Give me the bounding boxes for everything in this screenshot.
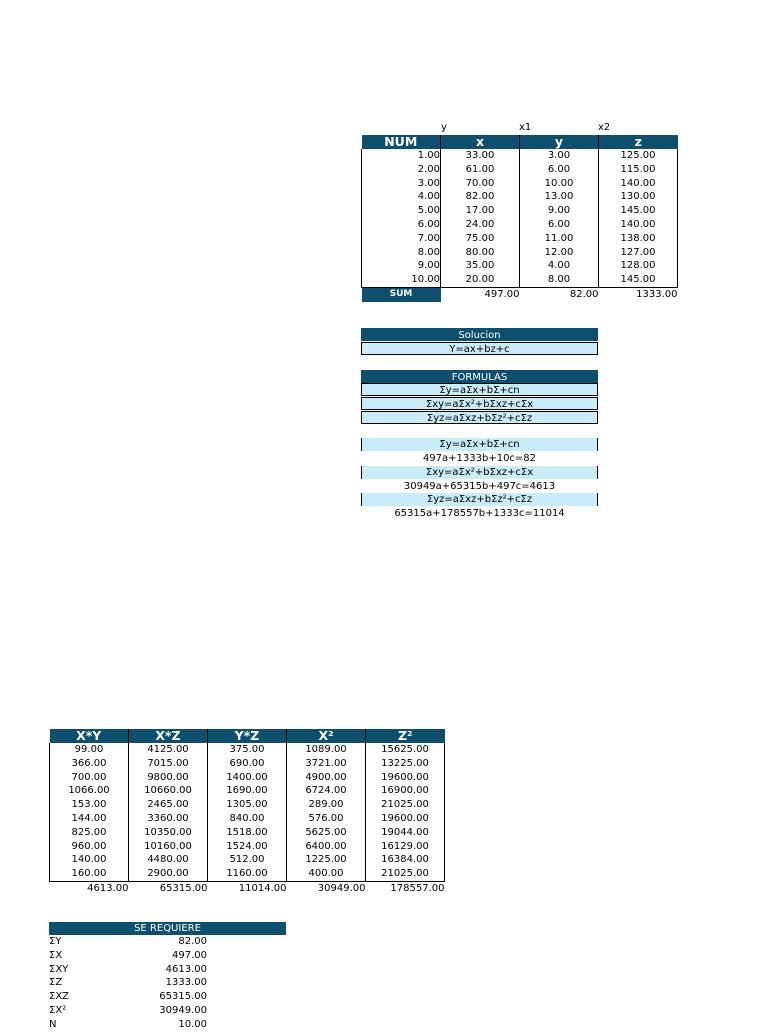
table-cell: 512.00 [208,853,287,867]
table-row [362,204,678,218]
table-cell: 1524.00 [208,840,287,854]
solucion-title: Solucion [361,328,598,341]
table-cell: 17.00 [441,204,520,218]
requiere-label: ΣXY [49,963,69,975]
system-result-2: 30949a+65315b+497c=4613 [403,481,556,492]
header-xy: X*Y [50,729,129,743]
products-sum-row [50,881,445,895]
table-cell: 80.00 [441,246,520,260]
table-cell: 10.00 [362,273,441,287]
table-row [50,743,445,757]
header-x2: X² [287,729,366,743]
header-z2: Z² [366,729,445,743]
requiere-label: ΣY [49,936,62,947]
requiere-value: 30949.00 [159,1004,207,1016]
requiere-row [49,949,207,963]
table-row [50,867,445,881]
system-result-3: 65315a+178557b+1333c=11014 [394,508,565,519]
table-cell: 127.00 [599,246,678,260]
table-cell: 1400.00 [208,771,287,785]
system-formula-2: Σxy=aΣx²+bΣxz+cΣx [361,466,598,479]
requiere-value: 65315.00 [159,991,207,1003]
solucion-equation: Y=ax+bz+c [361,342,598,355]
table-row [362,163,678,177]
formulas-title: FORMULAS [361,370,598,383]
table-cell: 33.00 [441,149,520,163]
header-x: x [441,135,520,149]
table-cell: 576.00 [287,812,366,826]
table-cell: 11.00 [520,232,599,246]
table-cell: 19600.00 [366,812,445,826]
table-cell: 140.00 [50,853,129,867]
table-cell: 8.00 [520,273,599,287]
table-cell: 6400.00 [287,840,366,854]
system-result-1: 497a+1333b+10c=82 [422,453,537,464]
table-cell: 960.00 [50,840,129,854]
products-table [49,729,445,896]
table-cell: 19600.00 [366,771,445,785]
table-cell: 61.00 [441,163,520,177]
table-row [362,259,678,273]
table-cell: 16384.00 [366,853,445,867]
table-cell: 4125.00 [129,743,208,757]
table-row [362,190,678,204]
table-cell: 1518.00 [208,826,287,840]
data-table-header-row [362,135,678,149]
table-cell: 5625.00 [287,826,366,840]
requiere-value: 497.00 [172,949,207,961]
header-y: y [520,135,599,149]
table-cell: 1160.00 [208,867,287,881]
table-row [50,840,445,854]
table-cell: 160.00 [50,867,129,881]
table-cell: 690.00 [208,757,287,771]
sum-row [362,287,678,301]
system-formula-3: Σyz=aΣxz+bΣz²+cΣz [361,493,598,506]
table-row [50,757,445,771]
table-cell: 15625.00 [366,743,445,757]
table-cell: 19044.00 [366,826,445,840]
table-row [362,177,678,191]
table-cell: 1089.00 [287,743,366,757]
table-cell: 10.00 [520,177,599,191]
sum-label: SUM [362,287,441,301]
table-cell: 4.00 [520,259,599,273]
sum-y: 82.00 [569,288,599,300]
table-cell: 825.00 [50,826,129,840]
table-cell: 1305.00 [208,798,287,812]
table-cell: 289.00 [287,798,366,812]
table-cell: 138.00 [599,232,678,246]
header-num: NUM [362,135,441,149]
table-cell: 3.00 [362,177,441,191]
table-cell: 10350.00 [129,826,208,840]
table-cell: 2900.00 [129,867,208,881]
table-cell: 2465.00 [129,798,208,812]
requiere-label: ΣX² [49,1004,67,1016]
table-cell: 13225.00 [366,757,445,771]
table-cell: 145.00 [599,273,678,287]
column-variable-labels [361,122,677,135]
table-cell: 16900.00 [366,784,445,798]
system-formula-1: Σy=aΣx+bΣ+cn [361,438,598,451]
table-row [50,771,445,785]
table-cell: 125.00 [599,149,678,163]
table-cell: 130.00 [599,190,678,204]
table-cell: 4480.00 [129,853,208,867]
data-table [361,135,678,302]
header-xz: X*Z [129,729,208,743]
table-cell: 35.00 [441,259,520,273]
table-cell: 375.00 [208,743,287,757]
table-cell: 6724.00 [287,784,366,798]
table-cell: 8.00 [362,246,441,260]
requiere-value: 82.00 [178,936,207,947]
table-cell: 145.00 [599,204,678,218]
requiere-row [49,1004,207,1018]
table-cell: 140.00 [599,218,678,232]
table-cell: 82.00 [441,190,520,204]
table-row [50,784,445,798]
requiere-row [49,935,207,949]
formula-2: Σxy=aΣx²+bΣxz+cΣx [361,397,598,410]
table-row [50,853,445,867]
products-sum-cell: 30949.00 [317,882,366,894]
table-cell: 9800.00 [129,771,208,785]
table-cell: 115.00 [599,163,678,177]
table-cell: 700.00 [50,771,129,785]
table-cell: 3.00 [520,149,599,163]
table-cell: 16129.00 [366,840,445,854]
table-row [50,826,445,840]
table-cell: 1066.00 [50,784,129,798]
table-cell: 2.00 [362,163,441,177]
table-cell: 1.00 [362,149,441,163]
table-cell: 4.00 [362,190,441,204]
sum-z: 1333.00 [636,288,678,300]
table-cell: 153.00 [50,798,129,812]
table-cell: 13.00 [520,190,599,204]
products-sum-cell: 65315.00 [159,882,208,894]
formula-1: Σy=aΣx+bΣ+cn [361,383,598,396]
label-x2: x2 [598,122,611,133]
table-cell: 9.00 [520,204,599,218]
table-cell: 10660.00 [129,784,208,798]
requiere-value: 4613.00 [165,963,207,975]
table-cell: 128.00 [599,259,678,273]
table-cell: 9.00 [362,259,441,273]
header-z: z [599,135,678,149]
label-y: y [441,122,447,133]
formula-3: Σyz=aΣxz+bΣz²+cΣz [361,411,598,424]
table-cell: 4900.00 [287,771,366,785]
table-cell: 3360.00 [129,812,208,826]
table-cell: 7015.00 [129,757,208,771]
table-cell: 840.00 [208,812,287,826]
table-cell: 6.00 [362,218,441,232]
requiere-value: 10.00 [178,1018,207,1030]
requiere-label: ΣXZ [49,991,70,1003]
table-cell: 75.00 [441,232,520,246]
header-yz: Y*Z [208,729,287,743]
table-cell: 366.00 [50,757,129,771]
table-row [362,149,678,163]
table-row [362,246,678,260]
requiere-row [49,990,207,1004]
table-row [50,798,445,812]
table-cell: 5.00 [362,204,441,218]
table-cell: 6.00 [520,163,599,177]
requiere-label: ΣX [49,949,63,961]
requiere-row [49,976,207,990]
table-cell: 6.00 [520,218,599,232]
requiere-row [49,1018,207,1032]
requiere-table [49,935,207,1032]
sum-x: 497.00 [484,288,520,300]
table-row [362,232,678,246]
requiere-label: N [49,1018,57,1030]
table-cell: 20.00 [441,273,520,287]
table-cell: 99.00 [50,743,129,757]
table-cell: 400.00 [287,867,366,881]
requiere-title: SE REQUIERE [49,922,286,935]
table-cell: 12.00 [520,246,599,260]
products-sum-cell: 11014.00 [238,882,287,894]
table-row [362,273,678,287]
table-cell: 70.00 [441,177,520,191]
table-cell: 21025.00 [366,798,445,812]
table-cell: 140.00 [599,177,678,191]
table-cell: 24.00 [441,218,520,232]
table-cell: 1690.00 [208,784,287,798]
products-sum-cell: 4613.00 [87,882,129,894]
requiere-row [49,963,207,977]
table-cell: 1225.00 [287,853,366,867]
table-cell: 7.00 [362,232,441,246]
label-x1: x1 [519,122,532,133]
products-sum-cell: 178557.00 [390,882,445,894]
table-cell: 3721.00 [287,757,366,771]
table-cell: 10160.00 [129,840,208,854]
requiere-label: ΣZ [49,977,63,989]
requiere-value: 1333.00 [165,977,207,989]
table-row [50,812,445,826]
table-row [362,218,678,232]
table-cell: 144.00 [50,812,129,826]
table-cell: 21025.00 [366,867,445,881]
products-header-row [50,729,445,743]
